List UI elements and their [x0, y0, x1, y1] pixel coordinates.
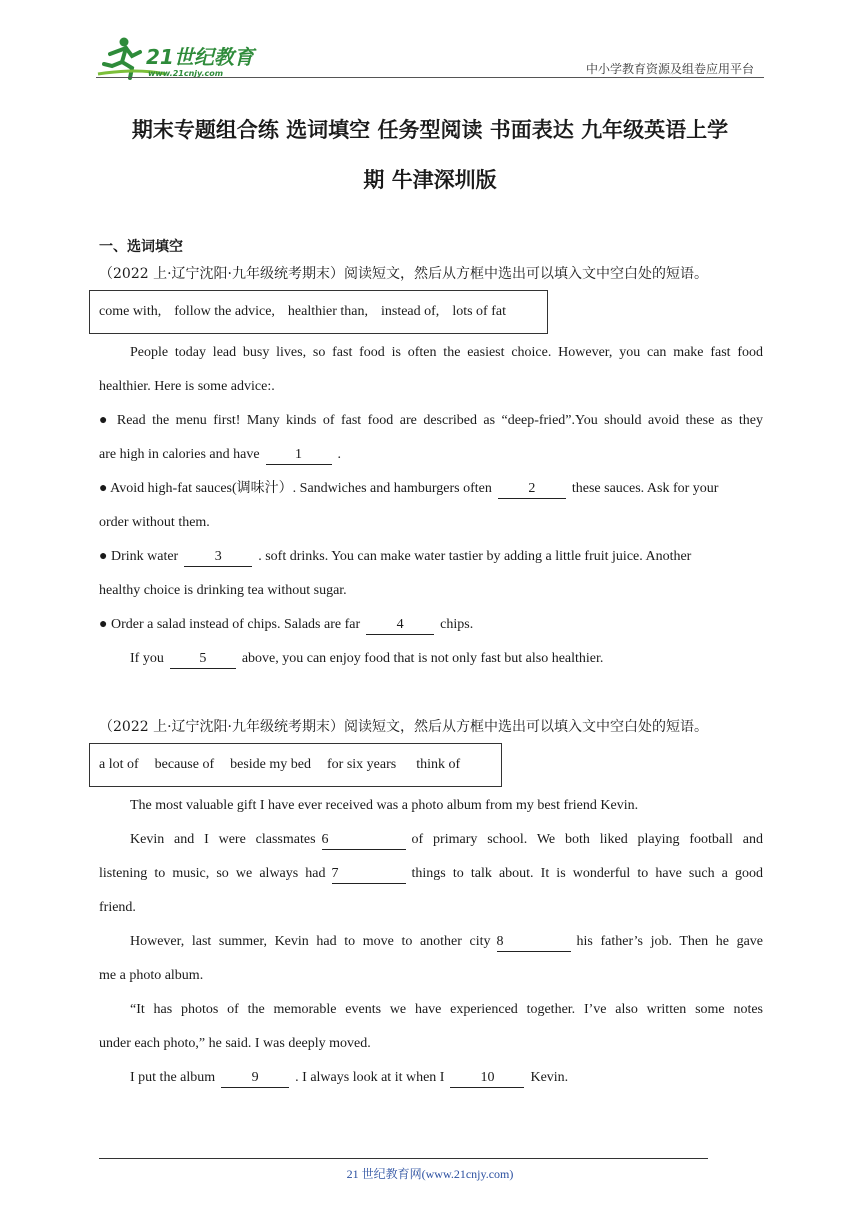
- paragraph-line: healthy choice is drinking tea without sugar.: [99, 583, 347, 598]
- section-heading: 一、选词填空: [99, 239, 183, 255]
- header-platform-text: 中小学教育资源及组卷应用平台: [585, 62, 754, 76]
- paragraph-line: are high in calories and have 1 .: [99, 438, 763, 472]
- logo-url-text: www.21cnjy.com: [148, 69, 224, 78]
- paragraph-line: ● Drink water 3 . soft drinks. You can make water tastier by adding a little fruit juice. Another: [99, 540, 763, 574]
- paragraph-line: ● Order a salad instead of chips. Salads are far 4 chips.: [99, 608, 763, 642]
- answer-blank-7[interactable]: 7: [332, 865, 406, 884]
- paragraph-line: The most valuable gift I have ever received was a photo album from my best friend Kevin.: [130, 798, 639, 813]
- page-title: [96, 105, 764, 205]
- answer-blank-2[interactable]: 2: [498, 480, 566, 499]
- word-option: lots of fat: [452, 304, 506, 319]
- answer-blank-9[interactable]: 9: [221, 1069, 289, 1088]
- paragraph-line: However, last summer, Kevin had to move to another city 8 his father’s job. Then he gave: [99, 925, 763, 959]
- answer-blank-1[interactable]: 1: [266, 446, 332, 465]
- word-option: follow the advice,: [174, 304, 275, 319]
- word-option: think of: [416, 757, 461, 772]
- word-box-2: [89, 743, 502, 787]
- answer-blank-4[interactable]: 4: [366, 616, 434, 635]
- answer-blank-6[interactable]: 6: [322, 831, 406, 850]
- paragraph-line: healthier. Here is some advice:.: [99, 379, 275, 394]
- word-box-1: [89, 290, 548, 334]
- word-option: come with,: [99, 304, 162, 319]
- site-logo: [96, 34, 266, 82]
- word-option: beside my bed: [230, 757, 311, 772]
- paragraph-line: Kevin and I were classmates 6 of primary school. We both liked playing football and: [99, 823, 763, 857]
- runner-logo-icon: [96, 34, 266, 82]
- paragraph-line: People today lead busy lives, so fast food is often the easiest choice. However, you can make fast food: [130, 345, 763, 360]
- paragraph-line: “It has photos of the memorable events we have experienced together. I’ve also written some notes: [130, 1002, 763, 1017]
- answer-blank-8[interactable]: 8: [497, 933, 571, 952]
- header-divider: [96, 77, 764, 78]
- title-line-2: 期 牛津深圳版: [363, 168, 497, 192]
- paragraph-line: friend.: [99, 900, 136, 915]
- paragraph-line: ● Avoid high-fat sauces(调味汁）. Sandwiches and hamburgers often 2 these sauces. Ask for your: [99, 472, 763, 506]
- footer-divider: [99, 1158, 708, 1159]
- paragraph-line: under each photo,” he said. I was deeply moved.: [99, 1036, 371, 1051]
- title-line-1: 期末专题组合练 选词填空 任务型阅读 书面表达 九年级英语上学: [131, 118, 729, 142]
- word-option: a lot of: [99, 757, 139, 772]
- paragraph-line: I put the album 9 . I always look at it when I 10 Kevin.: [99, 1061, 763, 1095]
- paragraph-line: ● Read the menu first! Many kinds of fast food are described as “deep-fried”.You should avoid these as they: [99, 413, 763, 428]
- word-option: because of: [154, 757, 215, 772]
- word-option: healthier than,: [287, 304, 368, 319]
- answer-blank-3[interactable]: 3: [184, 548, 252, 567]
- answer-blank-5[interactable]: 5: [170, 650, 236, 669]
- question-source-2: （2022 上·辽宁沈阳·九年级统考期末）阅读短文，然后从方框中选出可以填入文中空白处的短语。: [99, 719, 708, 735]
- word-option: instead of,: [380, 304, 440, 319]
- logo-text: 21世纪教育: [146, 45, 254, 69]
- paragraph-line: If you 5 above, you can enjoy food that is not only fast but also healthier.: [99, 642, 763, 676]
- paragraph-line: order without them.: [99, 515, 210, 530]
- paragraph-line: listening to music, so we always had 7 things to talk about. It is wonderful to have such a good: [99, 857, 763, 891]
- word-option: for six years: [327, 757, 397, 772]
- answer-blank-10[interactable]: 10: [450, 1069, 524, 1088]
- paragraph-line: me a photo album.: [99, 968, 204, 983]
- footer-link[interactable]: 21 世纪教育网(www.21cnjy.com): [346, 1167, 514, 1181]
- question-source-1: （2022 上·辽宁沈阳·九年级统考期末）阅读短文，然后从方框中选出可以填入文中空白处的短语。: [99, 266, 708, 282]
